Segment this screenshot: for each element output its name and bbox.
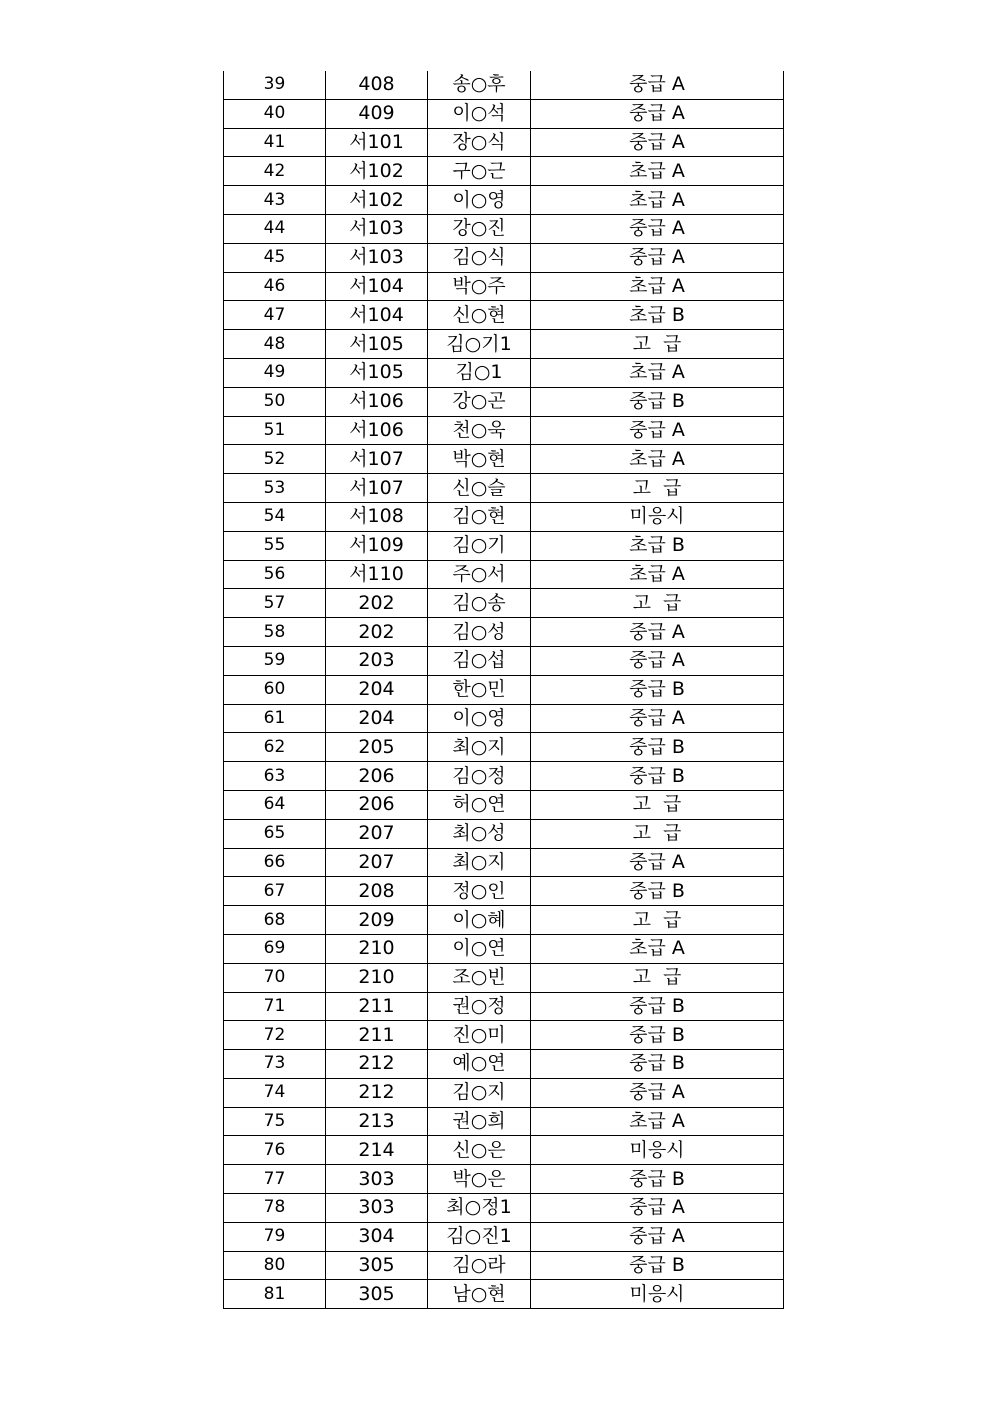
row-number-cell: 65: [224, 819, 326, 848]
table-row: [224, 128, 784, 157]
level-cell: 중급 A: [531, 704, 784, 733]
row-number-cell: 58: [224, 618, 326, 647]
row-number-cell: 72: [224, 1021, 326, 1050]
level-cell: 초급 A: [531, 1107, 784, 1136]
room-cell: 서103: [326, 214, 428, 243]
row-number-cell: 64: [224, 790, 326, 819]
table-row: [224, 790, 784, 819]
room-cell: 303: [326, 1165, 428, 1194]
room-cell: 202: [326, 618, 428, 647]
room-cell: 408: [326, 71, 428, 99]
row-number-cell: 81: [224, 1280, 326, 1309]
table-row: [224, 877, 784, 906]
level-cell: 고 급: [531, 330, 784, 359]
table-row: [224, 243, 784, 272]
table-row: [224, 589, 784, 618]
row-number-cell: 43: [224, 186, 326, 215]
name-cell: 이○영: [428, 186, 531, 215]
name-cell: 송○후: [428, 71, 531, 99]
level-cell: 초급 A: [531, 157, 784, 186]
room-cell: 205: [326, 733, 428, 762]
row-number-cell: 74: [224, 1078, 326, 1107]
level-cell: 중급 A: [531, 848, 784, 877]
room-cell: 서101: [326, 128, 428, 157]
name-cell: 최○지: [428, 848, 531, 877]
room-cell: 서107: [326, 474, 428, 503]
room-cell: 203: [326, 646, 428, 675]
row-number-cell: 42: [224, 157, 326, 186]
row-number-cell: 66: [224, 848, 326, 877]
level-cell: 중급 B: [531, 1251, 784, 1280]
name-cell: 김○송: [428, 589, 531, 618]
level-cell: 초급 B: [531, 531, 784, 560]
table-row: [224, 186, 784, 215]
level-cell: 미응시: [531, 1136, 784, 1165]
roster-table-body: [224, 71, 784, 1309]
table-row: [224, 1136, 784, 1165]
row-number-cell: 48: [224, 330, 326, 359]
level-cell: 중급 A: [531, 1078, 784, 1107]
room-cell: 304: [326, 1222, 428, 1251]
level-cell: 중급 A: [531, 618, 784, 647]
level-cell: 초급 A: [531, 272, 784, 301]
table-row: [224, 1165, 784, 1194]
name-cell: 정○인: [428, 877, 531, 906]
table-row: [224, 1078, 784, 1107]
name-cell: 김○정: [428, 762, 531, 791]
level-cell: 고 급: [531, 474, 784, 503]
name-cell: 주○서: [428, 560, 531, 589]
name-cell: 신○은: [428, 1136, 531, 1165]
level-cell: 중급 B: [531, 1021, 784, 1050]
level-cell: 중급 A: [531, 1194, 784, 1223]
table-row: [224, 502, 784, 531]
level-cell: 초급 A: [531, 934, 784, 963]
room-cell: 서102: [326, 186, 428, 215]
level-cell: 고 급: [531, 790, 784, 819]
table-row: [224, 416, 784, 445]
table-row: [224, 1222, 784, 1251]
room-cell: 210: [326, 934, 428, 963]
name-cell: 이○혜: [428, 906, 531, 935]
table-row: [224, 272, 784, 301]
name-cell: 최○성: [428, 819, 531, 848]
row-number-cell: 61: [224, 704, 326, 733]
room-cell: 서104: [326, 272, 428, 301]
room-cell: 211: [326, 992, 428, 1021]
name-cell: 신○슬: [428, 474, 531, 503]
row-number-cell: 70: [224, 963, 326, 992]
table-row: [224, 963, 784, 992]
name-cell: 박○주: [428, 272, 531, 301]
level-cell: 고 급: [531, 906, 784, 935]
row-number-cell: 44: [224, 214, 326, 243]
level-cell: 중급 B: [531, 387, 784, 416]
room-cell: 212: [326, 1050, 428, 1079]
room-cell: 서106: [326, 387, 428, 416]
table-row: [224, 819, 784, 848]
table-row: [224, 1021, 784, 1050]
name-cell: 김○라: [428, 1251, 531, 1280]
level-cell: 초급 A: [531, 560, 784, 589]
table-row: [224, 358, 784, 387]
row-number-cell: 45: [224, 243, 326, 272]
row-number-cell: 75: [224, 1107, 326, 1136]
table-row: [224, 618, 784, 647]
row-number-cell: 77: [224, 1165, 326, 1194]
name-cell: 김○1: [428, 358, 531, 387]
level-cell: 중급 B: [531, 733, 784, 762]
level-cell: 미응시: [531, 1280, 784, 1309]
row-number-cell: 76: [224, 1136, 326, 1165]
table-row: [224, 934, 784, 963]
table-row: [224, 214, 784, 243]
row-number-cell: 51: [224, 416, 326, 445]
room-cell: 303: [326, 1194, 428, 1223]
level-cell: 초급 A: [531, 186, 784, 215]
room-cell: 210: [326, 963, 428, 992]
table-row: [224, 531, 784, 560]
level-cell: 중급 B: [531, 877, 784, 906]
room-cell: 204: [326, 675, 428, 704]
level-cell: 초급 B: [531, 301, 784, 330]
name-cell: 권○희: [428, 1107, 531, 1136]
table-row: [224, 1194, 784, 1223]
name-cell: 구○근: [428, 157, 531, 186]
row-number-cell: 63: [224, 762, 326, 791]
level-cell: 중급 B: [531, 1165, 784, 1194]
room-cell: 서104: [326, 301, 428, 330]
level-cell: 중급 B: [531, 762, 784, 791]
level-cell: 중급 A: [531, 646, 784, 675]
name-cell: 김○현: [428, 502, 531, 531]
level-cell: 중급 A: [531, 243, 784, 272]
level-cell: 중급 A: [531, 214, 784, 243]
name-cell: 남○현: [428, 1280, 531, 1309]
table-row: [224, 445, 784, 474]
name-cell: 장○식: [428, 128, 531, 157]
table-row: [224, 330, 784, 359]
name-cell: 강○진: [428, 214, 531, 243]
room-cell: 207: [326, 848, 428, 877]
name-cell: 허○연: [428, 790, 531, 819]
room-cell: 214: [326, 1136, 428, 1165]
row-number-cell: 41: [224, 128, 326, 157]
row-number-cell: 59: [224, 646, 326, 675]
room-cell: 207: [326, 819, 428, 848]
row-number-cell: 57: [224, 589, 326, 618]
level-cell: 초급 A: [531, 445, 784, 474]
room-cell: 212: [326, 1078, 428, 1107]
room-cell: 209: [326, 906, 428, 935]
table-row: [224, 762, 784, 791]
row-number-cell: 49: [224, 358, 326, 387]
name-cell: 김○섭: [428, 646, 531, 675]
level-cell: 중급 A: [531, 99, 784, 128]
table-row: [224, 157, 784, 186]
name-cell: 김○식: [428, 243, 531, 272]
row-number-cell: 40: [224, 99, 326, 128]
row-number-cell: 53: [224, 474, 326, 503]
room-cell: 204: [326, 704, 428, 733]
table-row: [224, 71, 784, 99]
room-cell: 서102: [326, 157, 428, 186]
table-row: [224, 992, 784, 1021]
table-row: [224, 560, 784, 589]
row-number-cell: 39: [224, 71, 326, 99]
row-number-cell: 71: [224, 992, 326, 1021]
name-cell: 최○정1: [428, 1194, 531, 1223]
row-number-cell: 69: [224, 934, 326, 963]
table-row: [224, 1280, 784, 1309]
level-cell: 중급 A: [531, 128, 784, 157]
level-cell: 중급 A: [531, 1222, 784, 1251]
level-cell: 중급 B: [531, 1050, 784, 1079]
name-cell: 김○진1: [428, 1222, 531, 1251]
table-row: [224, 704, 784, 733]
row-number-cell: 55: [224, 531, 326, 560]
room-cell: 206: [326, 790, 428, 819]
level-cell: 중급 A: [531, 71, 784, 99]
room-cell: 305: [326, 1251, 428, 1280]
table-row: [224, 301, 784, 330]
level-cell: 초급 A: [531, 358, 784, 387]
row-number-cell: 54: [224, 502, 326, 531]
table-row: [224, 474, 784, 503]
room-cell: 409: [326, 99, 428, 128]
row-number-cell: 47: [224, 301, 326, 330]
name-cell: 이○석: [428, 99, 531, 128]
row-number-cell: 52: [224, 445, 326, 474]
name-cell: 천○욱: [428, 416, 531, 445]
level-cell: 중급 B: [531, 992, 784, 1021]
table-row: [224, 99, 784, 128]
level-cell: 고 급: [531, 819, 784, 848]
name-cell: 강○곤: [428, 387, 531, 416]
row-number-cell: 80: [224, 1251, 326, 1280]
name-cell: 박○은: [428, 1165, 531, 1194]
room-cell: 208: [326, 877, 428, 906]
room-cell: 서109: [326, 531, 428, 560]
table-row: [224, 906, 784, 935]
roster-table: [223, 71, 784, 1309]
table-row: [224, 1107, 784, 1136]
name-cell: 김○성: [428, 618, 531, 647]
level-cell: 중급 A: [531, 416, 784, 445]
level-cell: 중급 B: [531, 675, 784, 704]
room-cell: 서105: [326, 358, 428, 387]
row-number-cell: 73: [224, 1050, 326, 1079]
room-cell: 서107: [326, 445, 428, 474]
row-number-cell: 50: [224, 387, 326, 416]
table-row: [224, 646, 784, 675]
level-cell: 미응시: [531, 502, 784, 531]
name-cell: 한○민: [428, 675, 531, 704]
table-row: [224, 733, 784, 762]
table-row: [224, 1251, 784, 1280]
name-cell: 김○지: [428, 1078, 531, 1107]
row-number-cell: 46: [224, 272, 326, 301]
row-number-cell: 62: [224, 733, 326, 762]
table-row: [224, 1050, 784, 1079]
room-cell: 202: [326, 589, 428, 618]
row-number-cell: 67: [224, 877, 326, 906]
table-row: [224, 675, 784, 704]
name-cell: 이○영: [428, 704, 531, 733]
row-number-cell: 56: [224, 560, 326, 589]
room-cell: 213: [326, 1107, 428, 1136]
row-number-cell: 78: [224, 1194, 326, 1223]
row-number-cell: 79: [224, 1222, 326, 1251]
table-row: [224, 848, 784, 877]
name-cell: 조○빈: [428, 963, 531, 992]
row-number-cell: 68: [224, 906, 326, 935]
level-cell: 고 급: [531, 589, 784, 618]
room-cell: 211: [326, 1021, 428, 1050]
name-cell: 박○현: [428, 445, 531, 474]
name-cell: 진○미: [428, 1021, 531, 1050]
name-cell: 김○기: [428, 531, 531, 560]
name-cell: 예○연: [428, 1050, 531, 1079]
level-cell: 고 급: [531, 963, 784, 992]
room-cell: 서105: [326, 330, 428, 359]
room-cell: 305: [326, 1280, 428, 1309]
name-cell: 김○기1: [428, 330, 531, 359]
name-cell: 권○정: [428, 992, 531, 1021]
room-cell: 서108: [326, 502, 428, 531]
row-number-cell: 60: [224, 675, 326, 704]
room-cell: 서106: [326, 416, 428, 445]
name-cell: 신○현: [428, 301, 531, 330]
table-row: [224, 387, 784, 416]
room-cell: 206: [326, 762, 428, 791]
name-cell: 최○지: [428, 733, 531, 762]
name-cell: 이○연: [428, 934, 531, 963]
room-cell: 서110: [326, 560, 428, 589]
room-cell: 서103: [326, 243, 428, 272]
